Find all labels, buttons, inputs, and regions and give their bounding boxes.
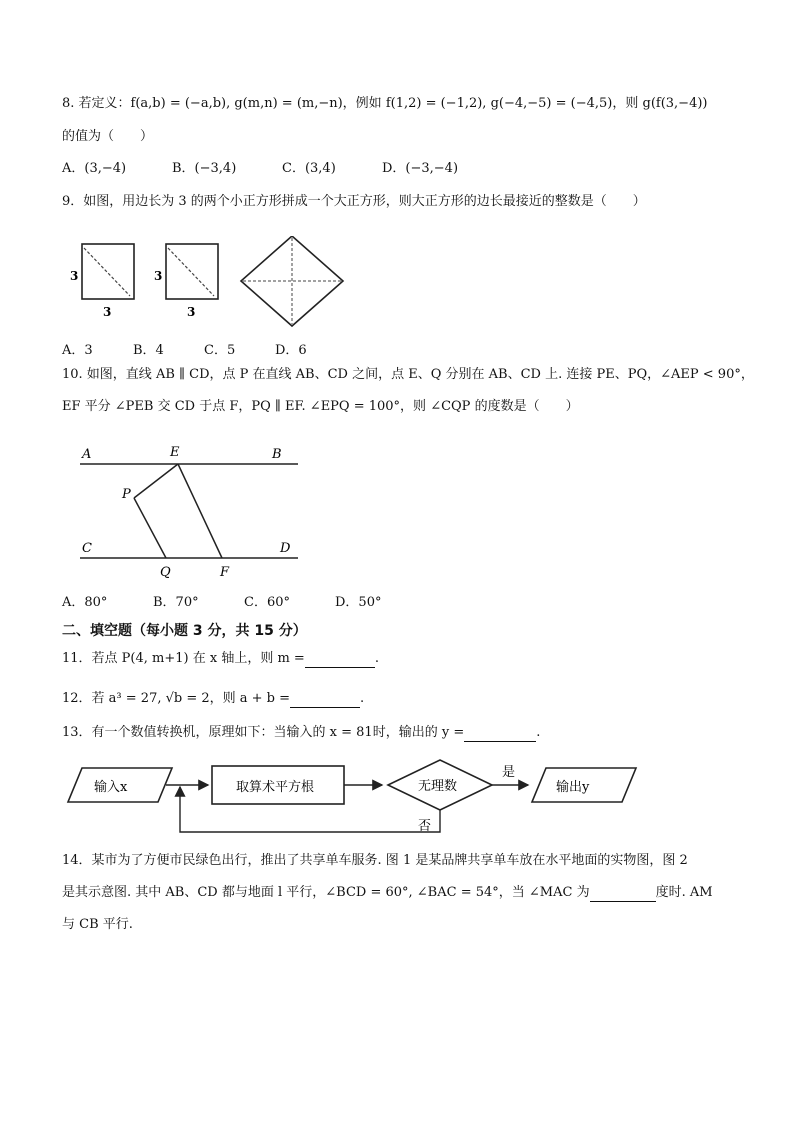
flow-process-label: 取算术平方根 <box>236 780 315 795</box>
q13-answer-blank[interactable] <box>464 727 536 742</box>
q9-label-left-2: 3 <box>154 269 163 283</box>
q14-answer-blank[interactable] <box>590 887 656 902</box>
q8-option-d: D．(−3,−4) <box>382 161 459 176</box>
q13-flowchart <box>62 756 722 836</box>
q9-option-c: C．5 <box>204 343 236 358</box>
q12-text <box>62 690 364 708</box>
q10-label-c: C <box>82 541 92 556</box>
q10-line2: EF 平分 ∠PEB 交 CD 于点 F，PQ ∥ EF. ∠EPQ = 100°，则 ∠CQP 的度数是（ ） <box>62 399 579 414</box>
flow-decision-label: 无理数 <box>418 779 458 794</box>
q8-option-c: C．(3,4) <box>282 161 336 176</box>
q9-figure <box>62 236 362 336</box>
q14-line2 <box>62 884 713 902</box>
q9-text: 9．如图，用边长为 3 的两个小正方形拼成一个大正方形，则大正方形的边长最接近的整数是（ ） <box>62 194 646 209</box>
q10-label-f: F <box>220 565 230 580</box>
flow-output-label: 输出y <box>556 780 590 795</box>
q9-label-left-1: 3 <box>70 269 79 283</box>
q12-prefix: 12．若 a³ = 27, √b = 2，则 a + b = <box>62 691 291 706</box>
section-heading-fill-in: 二、填空题（每小题 3 分，共 15 分） <box>62 623 307 639</box>
q10-label-q: Q <box>160 565 171 580</box>
q13-suffix: . <box>536 725 541 740</box>
q12-answer-blank[interactable] <box>290 693 360 708</box>
q10-label-d: D <box>280 541 291 556</box>
flow-input-label: 输入x <box>94 780 128 795</box>
q10-option-a: A．80° <box>62 595 108 610</box>
q13-prefix: 13．有一个数值转换机，原理如下：当输入的 x = 81时，输出的 y = <box>62 725 465 740</box>
flow-yes-label: 是 <box>502 765 516 780</box>
q8-option-b: B．(−3,4) <box>172 161 237 176</box>
q14-line2-suffix: 度时. AM <box>655 885 713 900</box>
q9-label-bottom-2: 3 <box>187 305 196 319</box>
q10-label-e: E <box>170 445 180 460</box>
q11-suffix: . <box>374 651 379 666</box>
q10-line1: 10. 如图，直线 AB ∥ CD，点 P 在直线 AB、CD 之间，点 E、Q 分别在 AB、CD 上. 连接 PE、PQ，∠AEP < 90°， <box>62 367 754 382</box>
q10-option-d: D．50° <box>335 595 382 610</box>
flow-no-label: 否 <box>418 819 432 834</box>
q14-line2-prefix: 是其示意图. 其中 AB、CD 都与地面 l 平行，∠BCD = 60°, ∠BAC = 54°，当 ∠MAC 为 <box>62 885 590 900</box>
q8-line2: 的值为（ ） <box>62 129 154 144</box>
q10-label-p: P <box>122 487 131 502</box>
q8-option-a: A．(3,−4) <box>62 161 127 176</box>
q12-suffix: . <box>360 691 365 706</box>
q10-figure <box>62 440 322 590</box>
q9-option-b: B．4 <box>133 343 164 358</box>
q11-answer-blank[interactable] <box>305 653 375 668</box>
q14-line1: 14．某市为了方便市民绿色出行，推出了共享单车服务. 图 1 是某品牌共享单车放在水平地面的实物图，图 2 <box>62 853 688 868</box>
q13-text <box>62 724 540 742</box>
q9-option-a: A．3 <box>62 343 93 358</box>
q9-label-bottom-1: 3 <box>103 305 112 319</box>
q9-option-d: D．6 <box>275 343 307 358</box>
q11-prefix: 11．若点 P(4, m+1) 在 x 轴上，则 m = <box>62 651 305 666</box>
q10-option-c: C．60° <box>244 595 290 610</box>
q8-line1: 8. 若定义：f(a,b) = (−a,b), g(m,n) = (m,−n)，例如 f(1,2) = (−1,2), g(−4,−5) = (−4,5)，则 g(f(3,−4)) <box>62 96 708 111</box>
q11-text <box>62 650 379 668</box>
q14-line3: 与 CB 平行. <box>62 917 133 932</box>
q10-label-a: A <box>82 447 92 462</box>
q10-label-b: B <box>272 447 282 462</box>
q10-option-b: B．70° <box>153 595 199 610</box>
